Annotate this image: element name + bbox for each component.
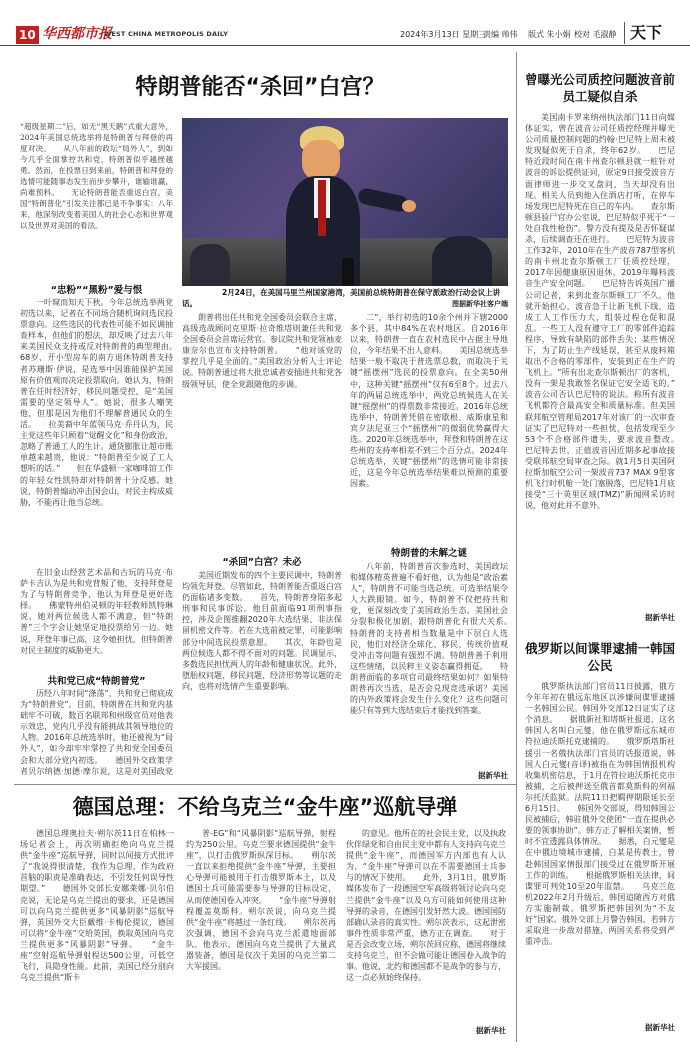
newspaper-name: 华西都市报 xyxy=(42,26,112,42)
article4-col2-text: 普-EG”和“风暴阴影”巡航导弹，射程约为250公里。乌克兰要求德国提供“金牛座”，以打击俄罗斯纵深目标。 朔尔茨一直以来拒绝提供“金牛座”导弹，主要担心导弹可能被用于打击俄罗斯本土，以及德国士兵可能需要参与导弹的目标设定，从而使德国卷入冲突。 “金牛座”导弹射程覆盖莫斯科。朔尔茨说，向乌克兰提供“金牛座”将越过一条红线。 朔尔茨再次强调，德国不会向乌克兰派遣地面部队。他表示，德国向乌克兰提供了大量武器装备，德国是仅次于美国的乌克兰第二大军援国。 xyxy=(186,829,336,972)
article3-reporter: 据新华社 xyxy=(645,1023,675,1032)
subhead-2: 共和党已成“特朗普党” xyxy=(47,676,146,687)
page-number: 10 xyxy=(16,26,39,44)
article1-reporter: 据新华社 xyxy=(478,771,508,780)
article-divider xyxy=(14,784,516,785)
article4-reporter: 据新华社 xyxy=(476,1026,506,1035)
editor: 责编 帅伟 xyxy=(483,30,518,39)
article1-col2-text-b: 美国近期发布的四个主要民调中，特朗普均领先拜登。尽管如此，特朗普能否重返白宫仍面临诸多变数。 首先，特朗普身陷多起刑事和民事诉讼。他目前面临91项刑事指控，涉及企图推翻2020年大选结果、非法保留机密文件等。若在大选前被定罪，可能影响部分中间选民投票意愿。 其次，年龄也是两位候选人都不得不面对的问题。民调显示，多数选民担忧两人的年龄和健康状况。此外，堕胎权问题、移民问题、经济形势等议题的走向，也将对选情产生重要影响。 xyxy=(182,571,342,691)
trump-photo xyxy=(182,118,508,286)
article4-col3-text: 的意见。他所在的社会民主党，以及执政伙伴绿党和自由民主党中都有人支持向乌克兰提供“金牛座”，而德国军方内部也有人认为，“金牛座”导弹可以在不需要德国士兵参与的情况下使用。 此外，3月1日，俄罗斯媒体发布了一段德国空军高级将领讨论向乌克兰提供“金牛座”以及乌方可能如何使用这种导弹的录音，在德国引发轩然大波。德国国防部确认录音的真实性。朔尔茨表示，这起泄密事件性质非常严重，德方正在调查。 对于是否会改变立场，朔尔茨回应称，德国将继续支持乌克兰，但不会做可能让德国卷入战争的事。他说，北约和德国都不是战争的参与方，这一点必须始终保持。 xyxy=(346,829,506,983)
photo-caption: 2月24日，在美国马里兰州国家港湾，美国前总统特朗普在保守派政治行动会议上讲话。 xyxy=(182,288,501,308)
article2-reporter: 据新华社 xyxy=(645,613,675,622)
newspaper-english-name: WEST CHINA METROPOLIS DAILY xyxy=(104,30,229,38)
photo-credit: 图据新华社客户端 xyxy=(452,300,508,308)
designer: 版式 朱小娟 xyxy=(528,30,571,39)
article3-title: 俄罗斯以间谍罪逮捕一韩国公民 xyxy=(525,641,676,673)
article3-text: 俄罗斯执法部门官员11日披露，俄方今年年初在俄远东地区以涉嫌间谍罪逮捕一名韩国公民。韩国外交部12日证实了这个消息。 据俄新社和塔斯社报道，这名韩国人名叫白元燮，他在俄罗斯远东城市符拉迪沃斯托克逮捕的。 俄罗斯塔斯社援引一名俄执法部门官员的话报道说，韩国人白元燮(音译)被指在为韩国情报机构收集机密信息，于1月在符拉迪沃斯托克市被捕，之后被押送至俄首都莫斯科的列福尔托沃监狱。法院11日把羁押期限延长至6月15日。 韩国外交部说，得知韩国公民被捕后，韩驻俄外交使团“一直在提供必要的领事协助”。韩方正了解相关案情，暂时不宜透露具体情况。 据悉，白元燮是在中俄边境城市逮捕，白某是传教士，曾赴韩国国家情报部门接受过在俄罗斯开展工作的训练。 根据俄罗斯相关法律，间谍罪可判处10至20年监禁。 乌克兰危机2022年2月升级后，韩国追随西方对俄方实施制裁。俄罗斯把韩国列为“不友好”国家。俄外交部上月警告韩国，若韩方采取进一步敌对措施，两国关系将受到严重冲击。 xyxy=(525,682,675,947)
article1-col3-text-a: 二”，举行初选的10余个州并下辖2000多个县，其中84%在农村地区。自2016年以来，特朗普一直在农村选民中占据主导地位，今年结果不出人意料。 美国总统选举结果一般不取决于普选票总数，而取决于关键“摇摆州”选民的投票意向。在全美50州中，这种关键“摇摆州”仅有6至8个。过去八年的两届总统选举中，两党总统候选人在关键“摇摆州”的得票数非常接近。2016年总统选举中，特朗普凭借在密歇根、威斯康星和宾夕法尼亚三个“摇摆州”的微弱优势赢得大选。2020年总统选举中，拜登和特朗普在这些州的支持率相差不到三个百分点。2024年总统选举，关键“摇摆州”的选情可能非常接近，这是今年总统选举结果难以预测的重要因素。 xyxy=(350,313,508,489)
article1-col1-text-c: 历经八年时间“涤荡”，共和党已彻底成为“特朗普党”。目前，特朗普在共和党内基础牢不可破，数百名联邦和州级官员对他表示效忠，党内几乎没有能挑战其领导地位的人物。2016年总统选举时，他还被视为“局外人”，如今却牢牢掌控了共和党全国委员会和大部分党内初选。 德国外交政策学者贝尔纳德·加德·摩尔说，这是对美国政党 xyxy=(20,689,173,776)
section-name: 天下 xyxy=(624,22,662,44)
subhead-4: 特朗普的未解之谜 xyxy=(390,548,467,559)
proofreader: 校对 毛淑静 xyxy=(574,30,617,39)
article4-title: 德国总理：不给乌克兰“金牛座”巡航导弹 xyxy=(72,795,458,819)
article1-col3-text-b: 八年前，特朗普首次参选时，美国政坛和媒体精英普遍不看好他，认为他是“政治素人”，特朗普不可能当选总统。可选举结果令人大跌眼镜。如今，特朗普不仅把持共和党，更深刻改变了美国政治生态。美国社会分裂和极化加剧，跟特朗普化有很大关系。 特朗普的支持者相当数量是中下层白人选民，他们对经济全球化、移民、传统价值观受冲击等问题有强烈不满。特朗普善于利用这些情绪，以民粹主义姿态赢得拥趸。 特朗普面临的多项官司最终结果如何？如果特朗普再次当选，是否会兑现竞选承诺？美国的内外政策将会发生什么变化？这些问题可能只有等到大选结束后才能找到答案。 xyxy=(350,562,508,716)
article4-col1-text: 德国总理奥拉夫·朔尔茨11日在柏林一场记者会上，再次明确拒绝向乌克兰提供“金牛座”巡航导弹，同时以间接方式批评了“我说得很清楚，我作为总理，作为政府首脑的职责是准确表达，不引发任何误导性期望。” 德国外交部长安娜莱娜·贝尔伯克说，无论是乌克兰提出的要求，还是德国可以向乌克兰提供更多“风暴阴影”巡航导弹，英国外交大臣戴维·卡梅伦提议，德国可以将“金牛座”交给英国，换取英国向乌克兰提供更多“风暴阴影”导弹。 “金牛座”空射巡航导弹射程达500公里，可低空飞行，具隐身性能。此前，美国已经分别向乌克兰提供“斯卡 xyxy=(20,829,174,983)
subhead-3: “杀回”白宫？未必 xyxy=(222,557,302,568)
article1-col2-text-a: 朗普将出任共和党全国委员会联合主席，高级选战顾问克里斯·拉奇维塔则兼任共和党全国委员会首席运营官。参议院共和党领袖麦康奈尔也宣布支持特朗普。 “他对该党的掌控几乎是全面的。”美国政治分析人士评论说。特朗普通过将大批忠诚者安插进共和党各级领导层，使全党跟随他的步调。 xyxy=(182,313,342,389)
article2-title: 曾曝光公司质控问题波音前员工疑似自杀 xyxy=(525,72,676,104)
issue-date: 2024年3月13日 星期三 xyxy=(400,30,487,39)
page-header xyxy=(0,24,690,46)
article1-col1-text-a: 一叶窥而知天下秋。今年总统选举两党初选以来，记者在不同场合随机询问选民投票意向。这些选民的代表性可能不如民调抽查样本，但他们的想法，却反映了过去八年来美国民众支持或反对特朗普的典型理由。 68岁、开小型房车的南方退休特朗普支持者苏珊斯·伊说，是选举中因谁能保护美国原有价值观而决定投票取向。她认为，特朗普在任时经济好，移民问题受控，是“美国需要的坚定领导人”。她说，很多人嘲笑他，但那是因为他们不理解普通民众的生活。 拉美裔中年蓝领马克·乔丹认为，民主党这些年只顾着“觉醒文化”和身份政治，忽略了普通工人的生计。通货膨胀让超市账单越来越贵，他说：“特朗普至少说了工人想听的话。” 但在华盛顿一家咖啡馆工作的年轻女性凯特却对特朗普十分反感。她说，特朗普煽动冲击国会山，对民主构成威胁，不能再让他当总统。 xyxy=(20,298,173,507)
article1-title: 特朗普能否“杀回”白宫？ xyxy=(135,75,385,100)
article2-text: 美国南卡罗来纳州执法部门11日向媒体证实，曾在波音公司任质控经理并曝光公司质量控制问题的约翰·巴尼特上周末被发现疑似死于自杀，终年62岁。 巴尼特近段时间在南卡州查尔顿县就一桩针对波音的诉讼提供证词，原定9日接受波音方面律师进一步交叉盘问，当天却没有出现。相关人员到他入住酒店打听，在停车场发现巴尼特死在自己的车内。 查尔斯顿县验尸官办公室说，巴尼特似乎死于“一处自我性枪伤”。警方没有提及是否怀疑谋杀，后续调查还在进行。 巴尼特为波音工作32年，2010年在生产波音787型客机的南卡州北查尔斯顿工厂任质控经理，2017年因健康原因退休，2019年曝料波音生产安全问题。 巴尼特告诉英国广播公司记者，来到北查尔斯顿工厂不久，他就开始担心，波音急于让新飞机下线，造成工人工作压力大，组装过程仓促和混乱。一些工人没有遵守工厂的零部件追踪程序，导致有缺陷的部件丢失；某些情况下，为了防止生产线延误，甚至从废料箱取出不合格的零部件，安装到正在生产的飞机上。“所有出北查尔斯顿出厂的客机，没有一架是我敢签名保证它安全适飞的。” 波音公司否认巴尼特的说法。称所有波音飞机都符合最高安全和质量标准。但美国联邦航空管理局2017年对该厂的一次审查证实了巴尼特对一些担忧，包括发现至少53个不合格部件遗失，要求波音整改。 巴尼特去世，正值波音因近期多起事故接受联邦航空局审查之际。就1月5日美国阿拉斯加航空公司一架波音737 MAX 9型客机飞行时机舱一处门塞脱落，巴尼特1月底接受“三十英里区域(TMZ)”新闻网采访时说，他对此并不意外。 xyxy=(525,113,675,511)
article1-col1-text-b: 在旧金山经营艺术品和古玩的马克·布萨卡吉认为是共和党背叛了他，支持拜登是为了与特朗普竞争，他认为拜登是更好选择。 佛蒙特州伯灵顿的年轻教师凯特琳说，她对两位候选人都不满意，但“特朗普”三个字会让她坚定地投票给另一边。她说，拜登年事已高，这令她担忧，但特朗普对民主制度的威胁更大。 xyxy=(20,568,173,655)
article1-lead: “超级星期二”后，如无“黑天鹅”式重大意外，2024年美国总统选举将是特朗普与拜登的再度对决。 从八年前的政坛“局外人”，到如今几乎全面掌控共和党，特朗普似乎越挫越勇。然而，在投票日到来前，特朗普和拜登的选情可能随事态发生而步步攀升，谁输谁赢，尚难预料。 无论特朗普能否重返白宫，美国“特朗普化”引发关注都已是不争事实：八年来，他深刻改变着美国人的社会心态和世界观以及世界对美国的看法。 xyxy=(20,122,173,230)
column-divider xyxy=(516,52,517,1042)
subhead-1: “忠粉”“黑粉”爱与恨 xyxy=(50,285,143,296)
